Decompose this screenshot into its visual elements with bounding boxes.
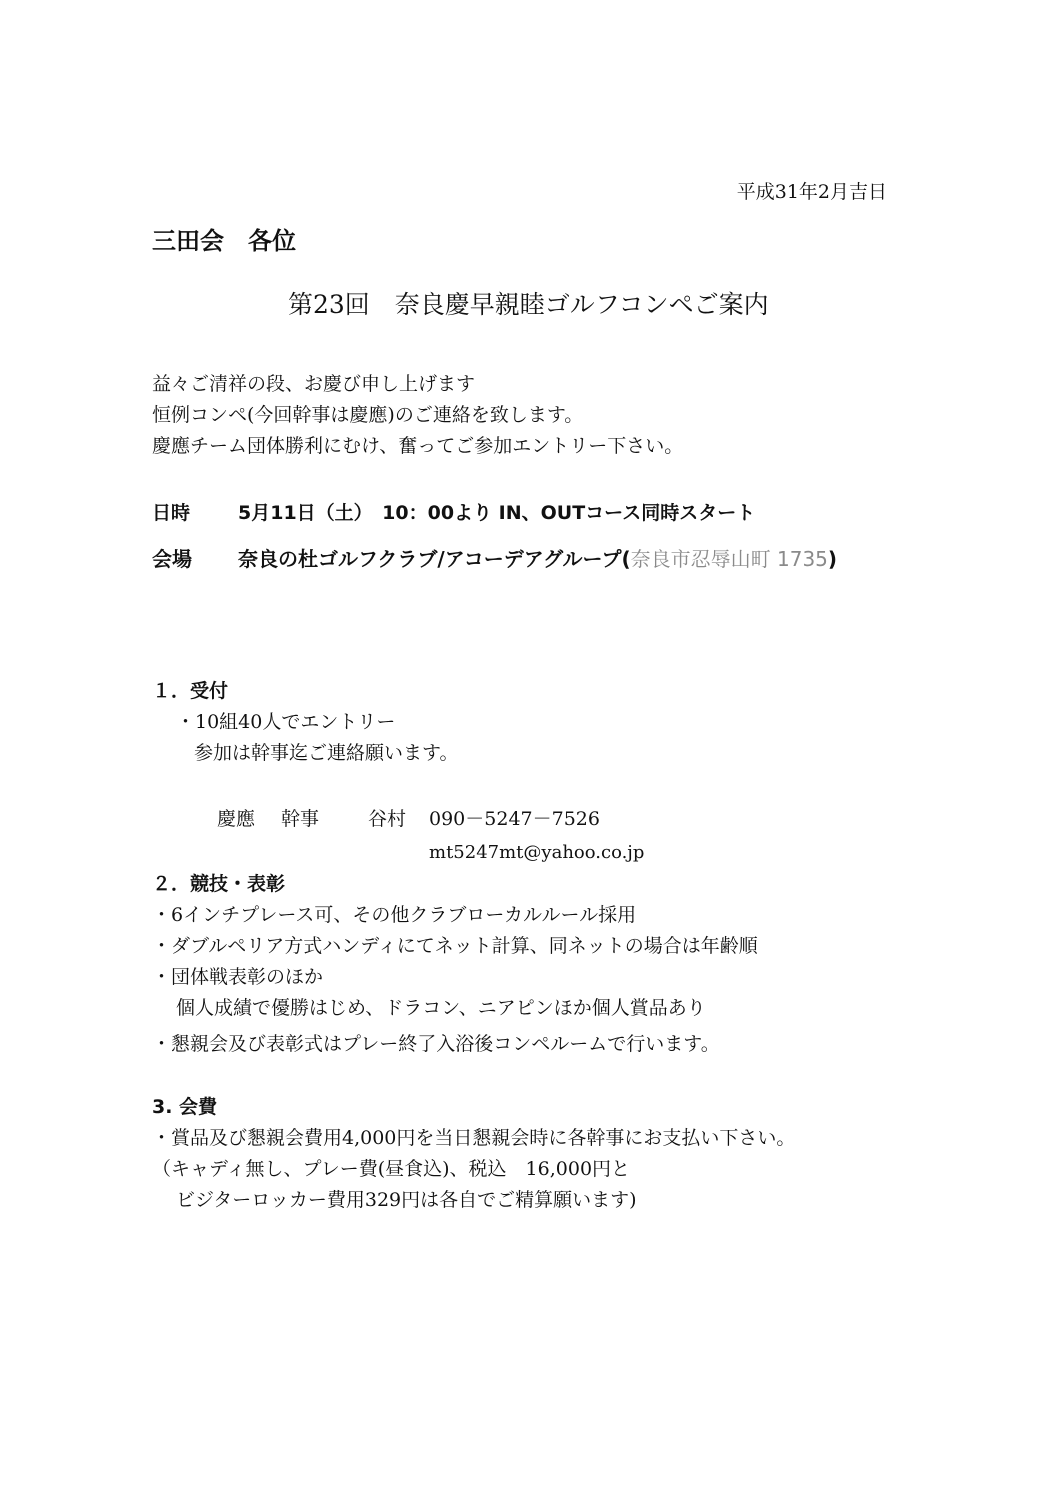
competition-line-3: ・団体戦表彰のほか [152,966,324,988]
recipient: 三田会 各位 [152,227,296,255]
competition-line-5: ・懇親会及び表彰式はプレー終了入浴後コンペルームで行います。 [152,1033,720,1055]
fee-line-1: ・賞品及び懇親会費用4,000円を当日懇親会時に各幹事にお支払い下さい。 [152,1127,796,1149]
datetime-value: 5月11日（土） 10：00より IN、OUTコース同時スタート [238,502,756,524]
contact-row [217,808,600,830]
reception-line-2: 参加は幹事迄ご連絡願います。 [194,742,459,764]
document-title: 第23回 奈良慶早親睦ゴルフコンペご案内 [288,290,769,319]
reception-line-1: ・10組40人でエントリー [176,711,396,733]
venue-close: ) [827,547,838,571]
section-reception-heading: １．受付 [152,680,229,702]
datetime-row [152,502,756,524]
section-competition-heading: ２．競技・表彰 [152,873,286,895]
contact-email: mt5247mt@yahoo.co.jp [429,842,645,863]
datetime-label: 日時 [152,502,191,524]
venue-label: 会場 [152,547,192,571]
contact-phone: 090－5247－7526 [429,808,600,830]
venue-address: 奈良市忍辱山町 1735 [630,547,828,571]
fee-line-2: （キャディ無し、プレー費(昼食込)、税込 16,000円と [152,1158,631,1180]
fee-line-3: ビジターロッカー費用329円は各自でご精算願います) [176,1189,637,1211]
date-line: 平成31年2月吉日 [736,181,887,203]
greeting-line-1: 益々ご清祥の段、お慶び申し上げます [152,373,476,395]
competition-line-4: 個人成績で優勝はじめ、ドラコン、ニアピンほか個人賞品あり [176,997,706,1019]
contact-name: 谷村 [368,808,407,830]
contact-org: 慶應 [217,808,256,830]
section-fee-heading: 3. 会費 [152,1096,218,1118]
greeting-line-2: 恒例コンペ(今回幹事は慶應)のご連絡を致します。 [152,404,584,426]
venue-row [152,547,838,571]
greeting-line-3: 慶應チーム団体勝利にむけ、奮ってご参加エントリー下さい。 [152,435,684,457]
venue-name: 奈良の杜ゴルフクラブ/アコーデアグループ( [238,547,631,571]
contact-role: 幹事 [281,808,320,830]
competition-line-2: ・ダブルペリア方式ハンディにてネット計算、同ネットの場合は年齢順 [152,935,758,957]
competition-line-1: ・6インチプレース可、その他クラブローカルルール採用 [152,904,637,926]
